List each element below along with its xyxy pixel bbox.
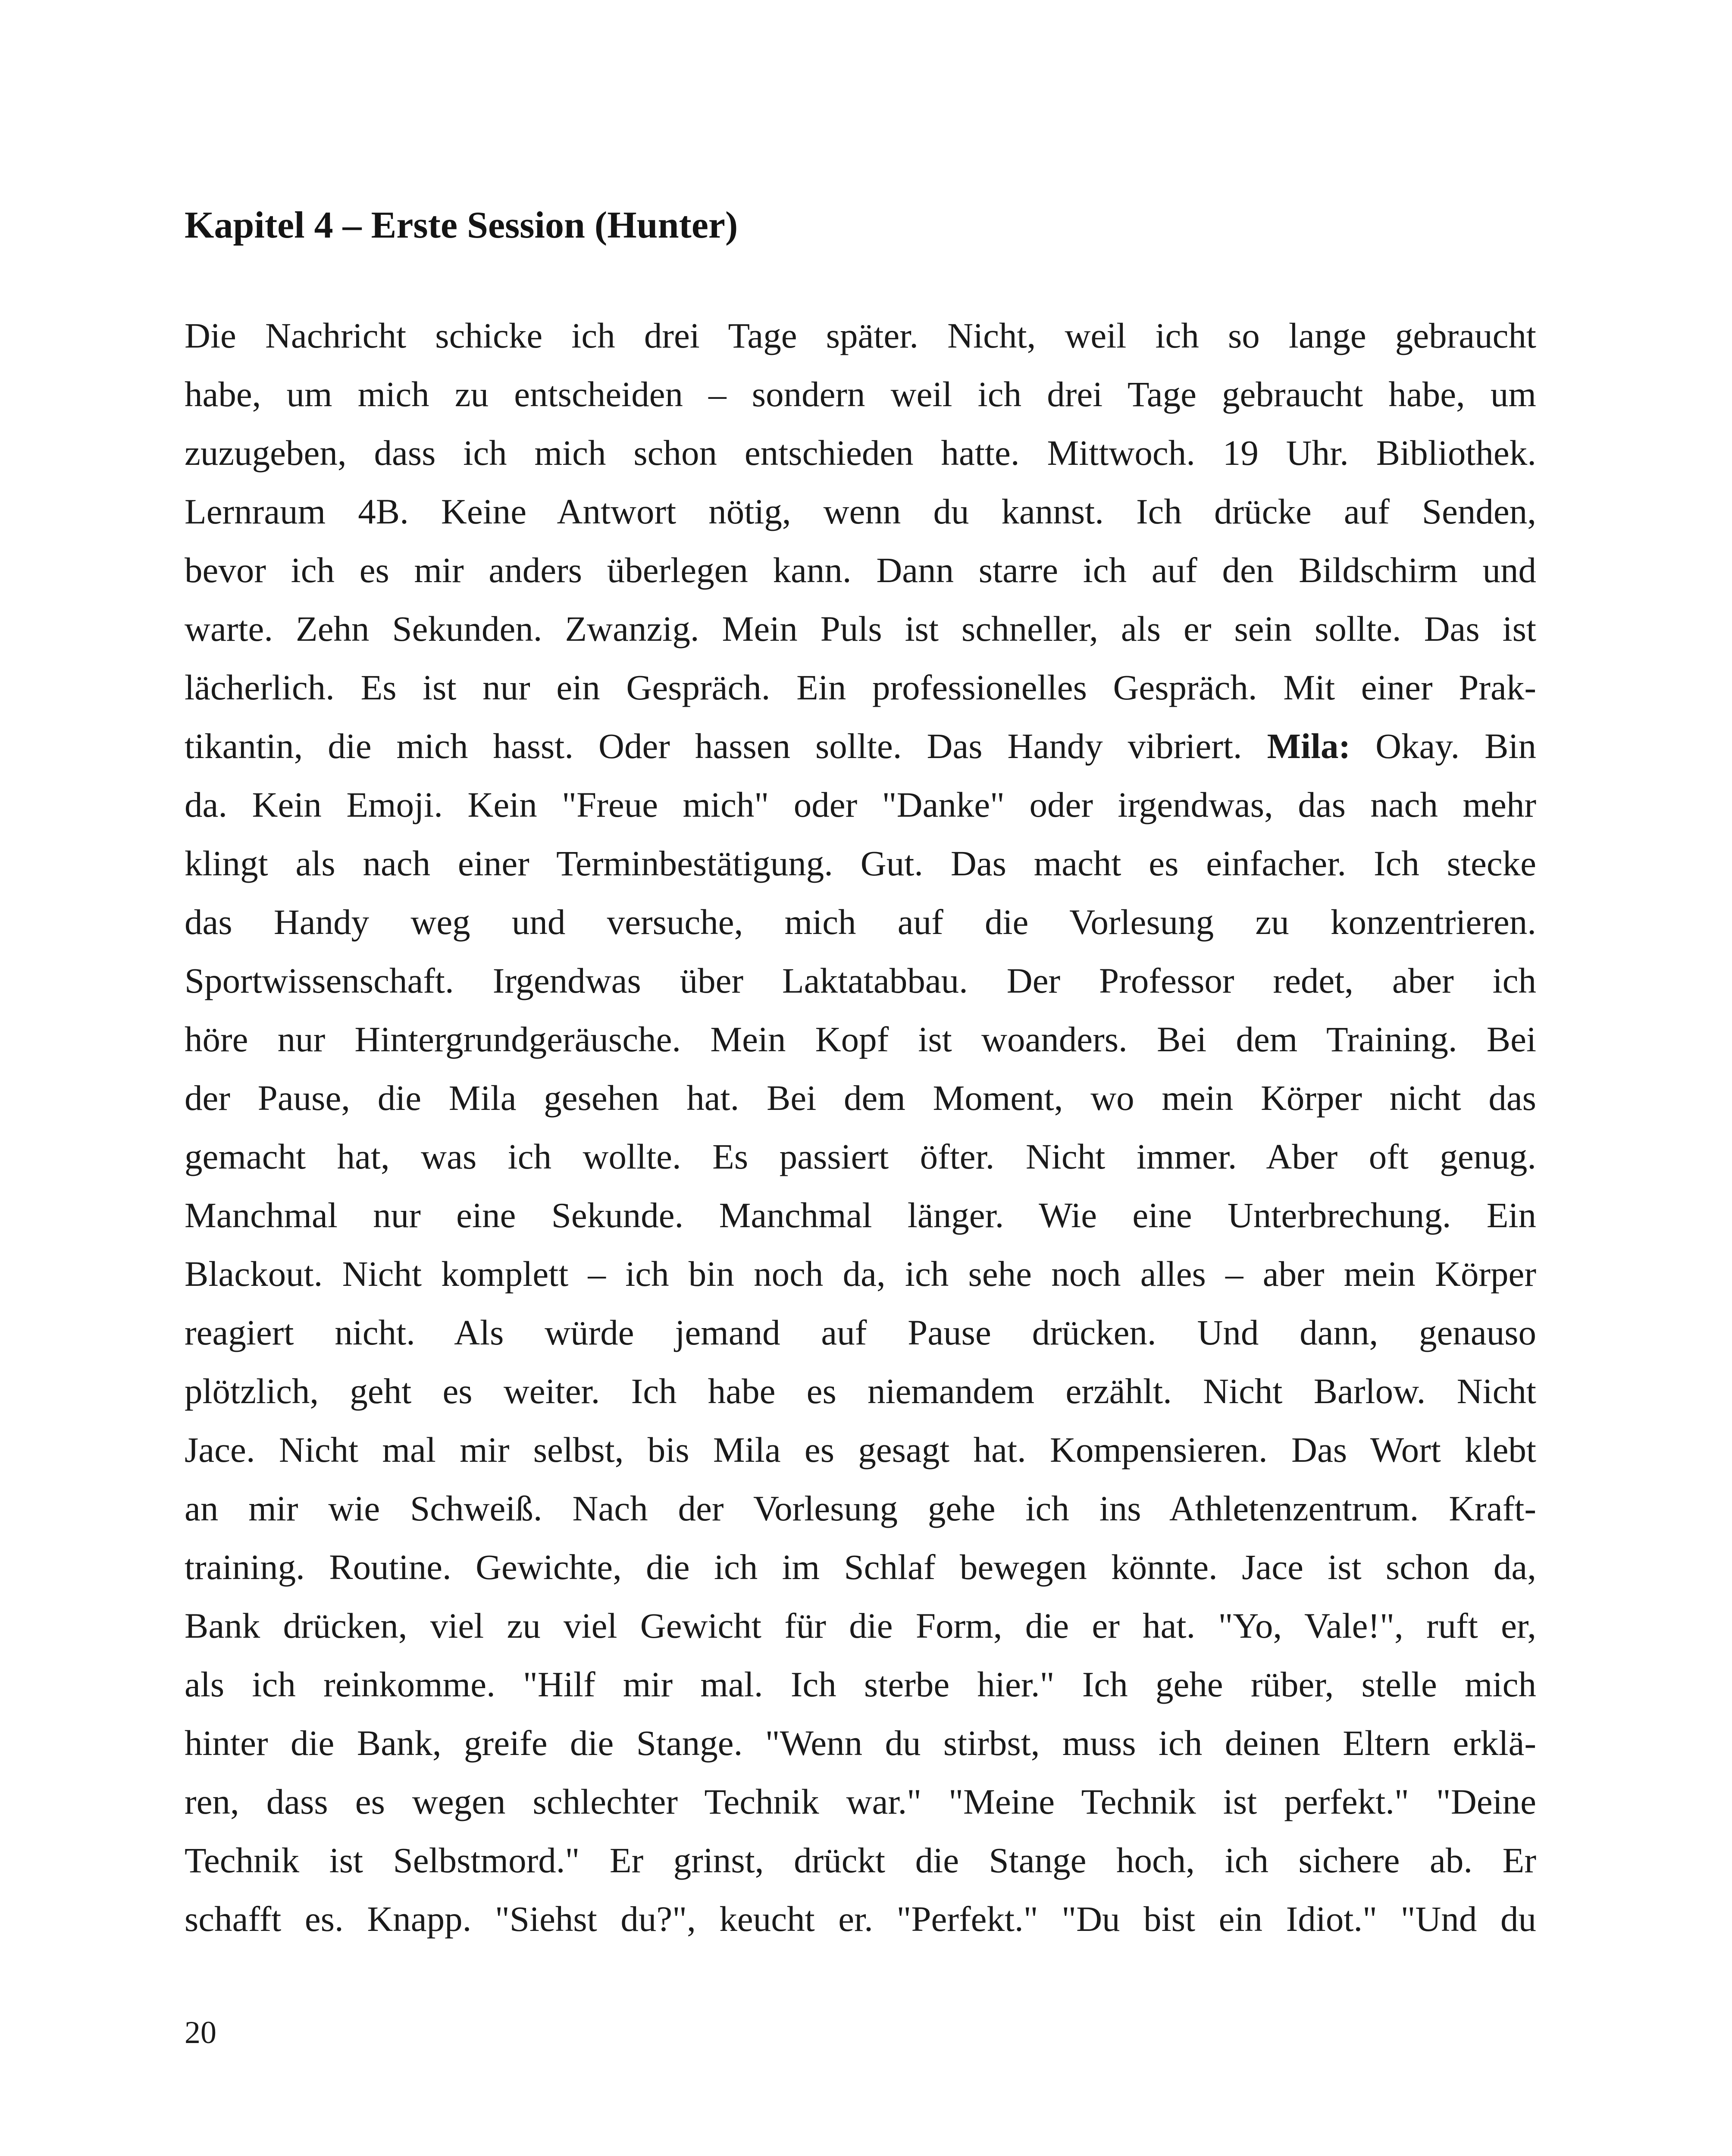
- text-line-2: habe, um mich zu entscheiden – sondern weil ich drei Tage gebraucht habe, um: [185, 374, 1536, 414]
- text-line-20: Jace. Nicht mal mir selbst, bis Mila es gesagt hat. Kompensieren. Das Wort klebt: [185, 1430, 1536, 1470]
- text-line-1: Die Nachricht schicke ich drei Tage später. Nicht, weil ich so lange gebraucht: [185, 316, 1536, 355]
- text-line-21: an mir wie Schweiß. Nach der Vorlesung gehe ich ins Athletenzentrum. Kraft-: [185, 1489, 1536, 1528]
- text-line-22: training. Routine. Gewichte, die ich im Schlaf bewegen könnte. Jace ist schon da,: [185, 1547, 1536, 1587]
- text-line-4: Lernraum 4B. Keine Antwort nötig, wenn du kannst. Ich drücke auf Senden,: [185, 492, 1536, 531]
- text-line-5: bevor ich es mir anders überlegen kann. Dann starre ich auf den Bildschirm und: [185, 550, 1536, 590]
- text-line-23: Bank drücken, viel zu viel Gewicht für die Form, die er hat. "Yo, Vale!", ruft er,: [185, 1606, 1536, 1645]
- text-line-12: Sportwissenschaft. Irgendwas über Laktatabbau. Der Professor redet, aber ich: [185, 961, 1536, 1000]
- text-line-15: gemacht hat, was ich wollte. Es passiert öfter. Nicht immer. Aber oft genug.: [185, 1137, 1536, 1176]
- chapter-title: Kapitel 4 – Erste Session (Hunter): [185, 204, 738, 246]
- text-line-7: lächerlich. Es ist nur ein Gespräch. Ein professionelles Gespräch. Mit einer Prak-: [185, 667, 1536, 707]
- text-line-27: Technik ist Selbstmord." Er grinst, drückt die Stange hoch, ich sichere ab. Er: [185, 1840, 1536, 1880]
- text-line-18: reagiert nicht. Als würde jemand auf Pause drücken. Und dann, genauso: [185, 1313, 1536, 1352]
- speaker-name: Mila:: [1267, 726, 1351, 766]
- text-line-16: Manchmal nur eine Sekunde. Manchmal länger. Wie eine Unterbrechung. Ein: [185, 1195, 1536, 1235]
- body-text: [185, 306, 1536, 1948]
- text-line-9: da. Kein Emoji. Kein "Freue mich" oder "Danke" oder irgendwas, das nach mehr: [185, 785, 1536, 824]
- text-line-19: plötzlich, geht es weiter. Ich habe es niemandem erzählt. Nicht Barlow. Nicht: [185, 1371, 1536, 1411]
- text-line-13: höre nur Hintergrundgeräusche. Mein Kopf ist woanders. Bei dem Training. Bei: [185, 1019, 1536, 1059]
- page-number: 20: [185, 2015, 216, 2050]
- text-line-8: [185, 717, 1536, 775]
- text-line-10: klingt als nach einer Terminbestätigung. Gut. Das macht es einfacher. Ich stecke: [185, 843, 1536, 883]
- text-line-8-start: tikantin, die mich hasst. Oder hassen sollte. Das Handy vibriert.: [185, 726, 1242, 766]
- text-line-3: zuzugeben, dass ich mich schon entschieden hatte. Mittwoch. 19 Uhr. Bibliothek.: [185, 433, 1536, 473]
- text-line-17: Blackout. Nicht komplett – ich bin noch da, ich sehe noch alles – aber mein Körper: [185, 1254, 1536, 1294]
- text-line-8-end: Okay. Bin: [1375, 726, 1536, 766]
- text-line-25: hinter die Bank, greife die Stange. "Wenn du stirbst, muss ich deinen Eltern erklä-: [185, 1723, 1536, 1763]
- text-line-11: das Handy weg und versuche, mich auf die Vorlesung zu konzentrieren.: [185, 902, 1536, 942]
- text-line-26: ren, dass es wegen schlechter Technik war." "Meine Technik ist perfekt." "Deine: [185, 1782, 1536, 1821]
- text-line-14: der Pause, die Mila gesehen hat. Bei dem Moment, wo mein Körper nicht das: [185, 1078, 1536, 1118]
- text-line-28: schafft es. Knapp. "Siehst du?", keucht er. "Perfekt." "Du bist ein Idiot." "Und du: [185, 1899, 1536, 1939]
- text-line-24: als ich reinkomme. "Hilf mir mal. Ich sterbe hier." Ich gehe rüber, stelle mich: [185, 1664, 1536, 1704]
- text-line-6: warte. Zehn Sekunden. Zwanzig. Mein Puls ist schneller, als er sein sollte. Das ist: [185, 609, 1536, 649]
